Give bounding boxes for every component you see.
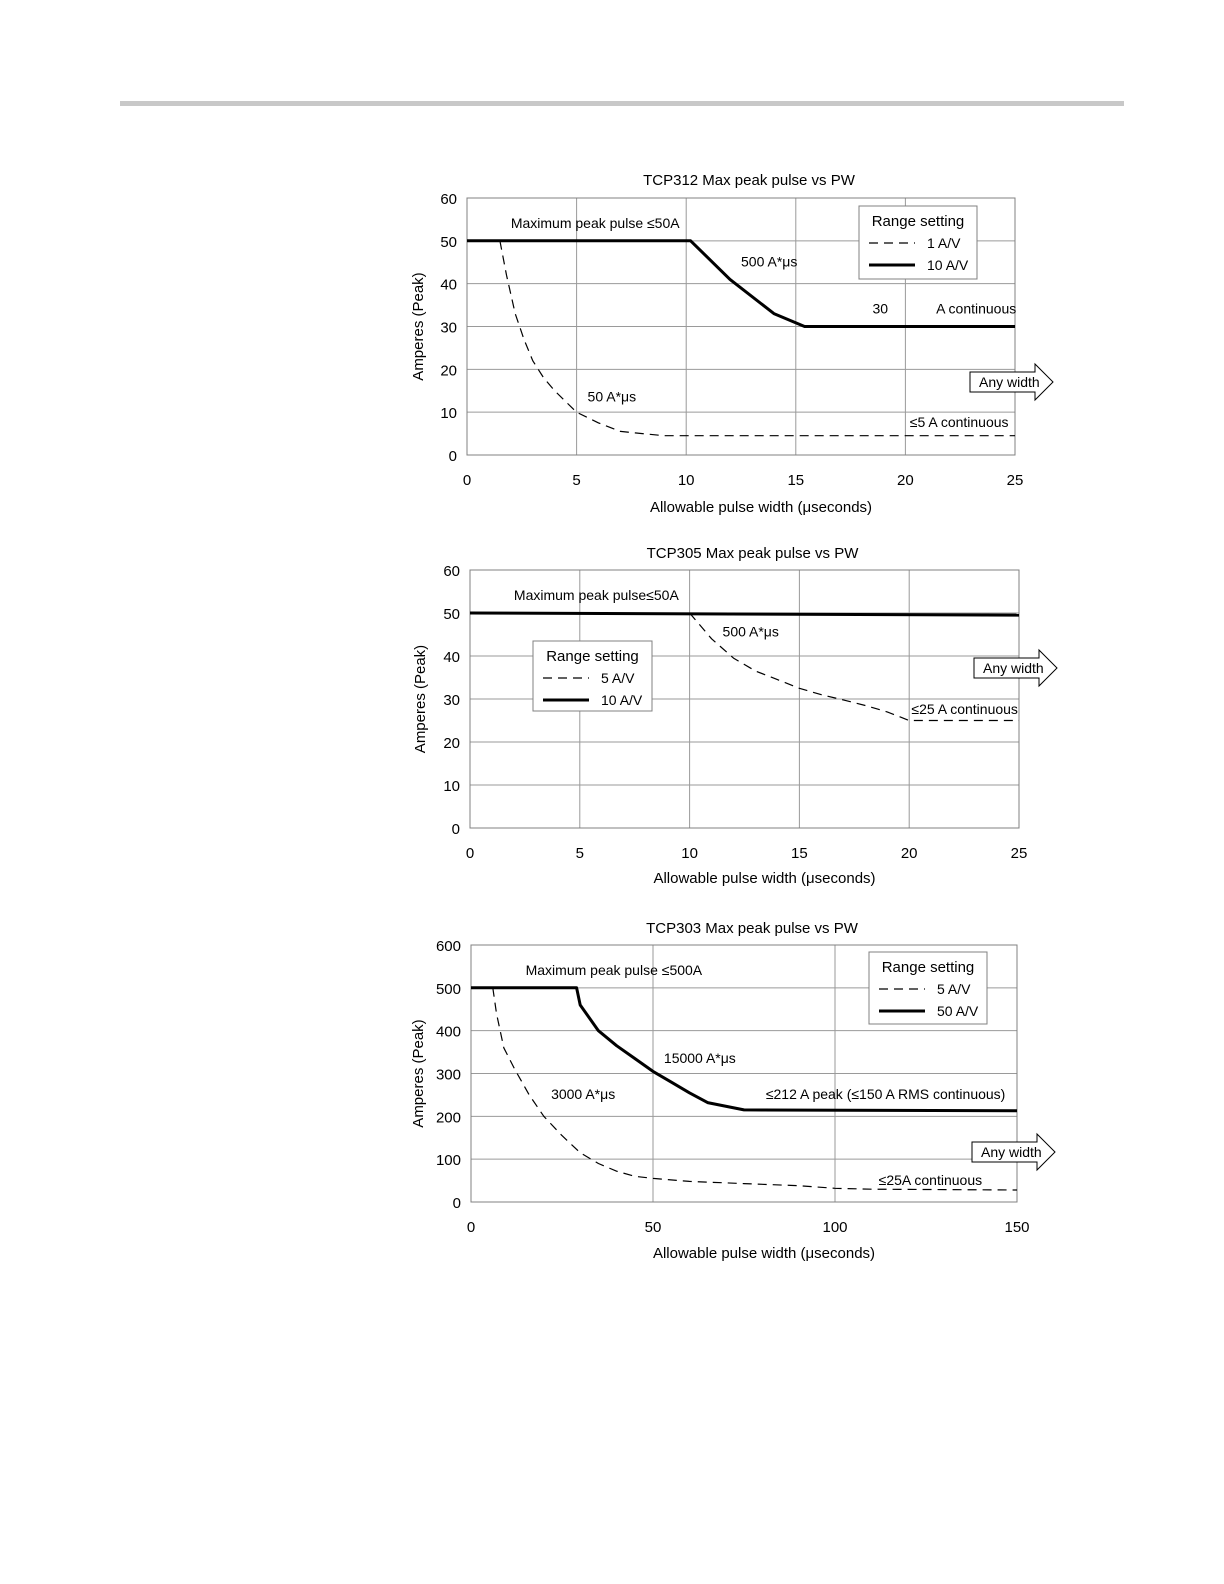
y-tick-label: 400: [435, 1023, 461, 1041]
x-tick-label: 50: [644, 1219, 662, 1236]
legend: [533, 641, 652, 711]
annotation-label: ≤25A continuous: [878, 1171, 983, 1188]
any-width-arrow: [972, 1134, 1055, 1170]
y-tick-label: 10: [443, 778, 460, 795]
legend-title: Range setting: [871, 213, 965, 230]
legend-entry-label: 50 A/V: [937, 1003, 979, 1019]
annotation-label: 500 A*μs: [722, 623, 779, 640]
y-tick-label: 600: [435, 938, 461, 955]
y-tick-label: 0: [452, 1195, 461, 1212]
annotation-label: 15000 A*μs: [663, 1049, 736, 1066]
x-tick-label: 15: [787, 472, 805, 489]
y-tick-label: 60: [443, 563, 460, 580]
annotation-label: Maximum peak pulse≤50A: [513, 587, 679, 604]
x-tick-label: 0: [465, 845, 475, 862]
y-tick-label: 0: [451, 821, 460, 838]
legend-entry-label: 5 A/V: [937, 981, 971, 997]
y-tick-label: 50: [440, 233, 457, 251]
annotation-label: 30: [872, 300, 889, 317]
annotation-label: Maximum peak pulse ≤50A: [510, 214, 680, 231]
any-width-label: Any width: [979, 374, 1040, 390]
y-axis-label: Amperes (Peak): [410, 272, 427, 381]
y-tick-label: 0: [448, 448, 457, 465]
legend-title: Range setting: [881, 959, 975, 976]
annotation-label: ≤5 A continuous: [909, 414, 1009, 431]
x-tick-label: 0: [466, 1219, 476, 1236]
chart-1: [410, 172, 1053, 516]
annotation-label: ≤25 A continuous: [911, 701, 1018, 718]
x-tick-label: 0: [462, 472, 472, 489]
series-line-2: [470, 613, 1019, 615]
any-width-label: Any width: [983, 660, 1044, 676]
x-tick-label: 10: [677, 472, 695, 489]
x-axis-label: Allowable pulse width (μseconds): [653, 870, 876, 887]
y-tick-label: 30: [443, 692, 460, 709]
x-tick-label: 25: [1006, 472, 1024, 489]
y-axis-label: Amperes (Peak): [410, 1019, 427, 1128]
x-tick-label: 150: [1004, 1219, 1030, 1236]
legend-entry-label: 5 A/V: [601, 670, 635, 686]
legend-entry-label: 10 A/V: [601, 692, 643, 708]
annotation-label: 50 A*μs: [587, 388, 637, 405]
annotation-label: ≤212 A peak (≤150 A RMS continuous): [765, 1086, 1006, 1103]
chart-2: [412, 545, 1057, 887]
y-tick-label: 20: [440, 362, 457, 380]
x-tick-label: 10: [681, 845, 698, 862]
x-axis-label: Allowable pulse width (μseconds): [652, 1245, 876, 1262]
chart-title: TCP303 Max peak pulse vs PW: [646, 920, 858, 937]
legend: [869, 952, 987, 1024]
annotation-label: 500 A*μs: [741, 253, 798, 270]
y-tick-label: 300: [435, 1066, 461, 1084]
annotation-label: Maximum peak pulse ≤500A: [525, 961, 703, 978]
y-tick-label: 20: [443, 735, 460, 752]
chart-title: TCP312 Max peak pulse vs PW: [643, 172, 855, 189]
annotation-label: 3000 A*μs: [551, 1086, 616, 1103]
legend-entry-label: 10 A/V: [927, 257, 969, 273]
x-tick-label: 20: [900, 845, 918, 862]
legend-title: Range setting: [546, 648, 639, 665]
annotation-label: A continuous: [936, 300, 1017, 317]
chart-title: TCP305 Max peak pulse vs PW: [646, 545, 859, 562]
x-tick-label: 15: [791, 845, 808, 862]
any-width-label: Any width: [981, 1144, 1042, 1160]
y-tick-label: 10: [440, 405, 457, 423]
x-tick-label: 5: [575, 845, 584, 862]
y-tick-label: 500: [435, 980, 461, 998]
legend: [859, 206, 977, 279]
x-tick-label: 20: [897, 472, 914, 489]
y-tick-label: 100: [435, 1152, 461, 1170]
x-tick-label: 25: [1010, 845, 1028, 862]
y-tick-label: 40: [443, 649, 460, 666]
legend-entry-label: 1 A/V: [927, 235, 961, 251]
x-tick-label: 5: [572, 472, 581, 489]
x-axis-label: Allowable pulse width (μseconds): [649, 499, 873, 516]
y-tick-label: 40: [440, 276, 457, 294]
y-tick-label: 50: [443, 606, 460, 623]
x-tick-label: 100: [822, 1219, 848, 1236]
y-tick-label: 60: [440, 191, 457, 208]
chart-3: [410, 920, 1055, 1262]
y-tick-label: 200: [435, 1109, 461, 1127]
y-tick-label: 30: [440, 319, 457, 337]
any-width-arrow: [974, 650, 1057, 686]
y-axis-label: Amperes (Peak): [412, 644, 429, 754]
